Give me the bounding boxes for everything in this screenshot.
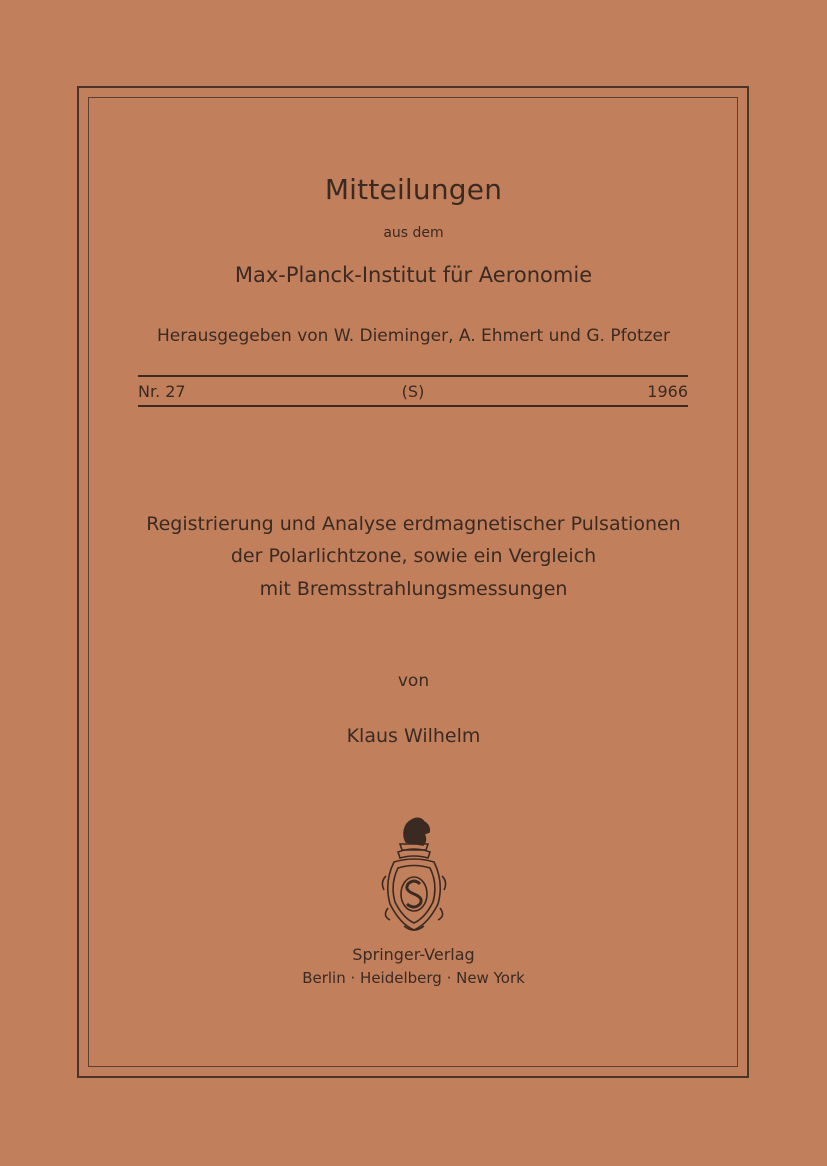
publisher-name: Springer-Verlag — [352, 945, 475, 964]
institute-name: Max-Planck-Institut für Aeronomie — [234, 263, 593, 287]
issue-year: 1966 — [647, 382, 688, 401]
editors-line: Herausgegeben von W. Dieminger, A. Ehmert und G. Pfotzer — [156, 326, 671, 346]
book-title-line-2: der Polarlichtzone, sowie ein Vergleich — [230, 545, 597, 567]
series-title: Mitteilungen — [324, 173, 503, 206]
by-label: von — [397, 671, 430, 691]
series-aus-dem: aus dem — [383, 225, 444, 241]
author-name: Klaus Wilhelm — [346, 725, 481, 747]
springer-knight-emblem-icon — [376, 812, 452, 936]
rule-bottom — [138, 405, 688, 407]
issue-number: Nr. 27 — [138, 382, 186, 401]
issue-series-code: (S) — [401, 382, 425, 401]
issue-row — [138, 382, 688, 402]
book-title-line-3: mit Bremsstrahlungsmessungen — [259, 578, 568, 600]
rule-top — [138, 375, 688, 377]
publisher-cities: Berlin · Heidelberg · New York — [302, 969, 525, 987]
book-title-line-1: Registrierung und Analyse erdmagnetischer Pulsationen — [146, 513, 681, 535]
